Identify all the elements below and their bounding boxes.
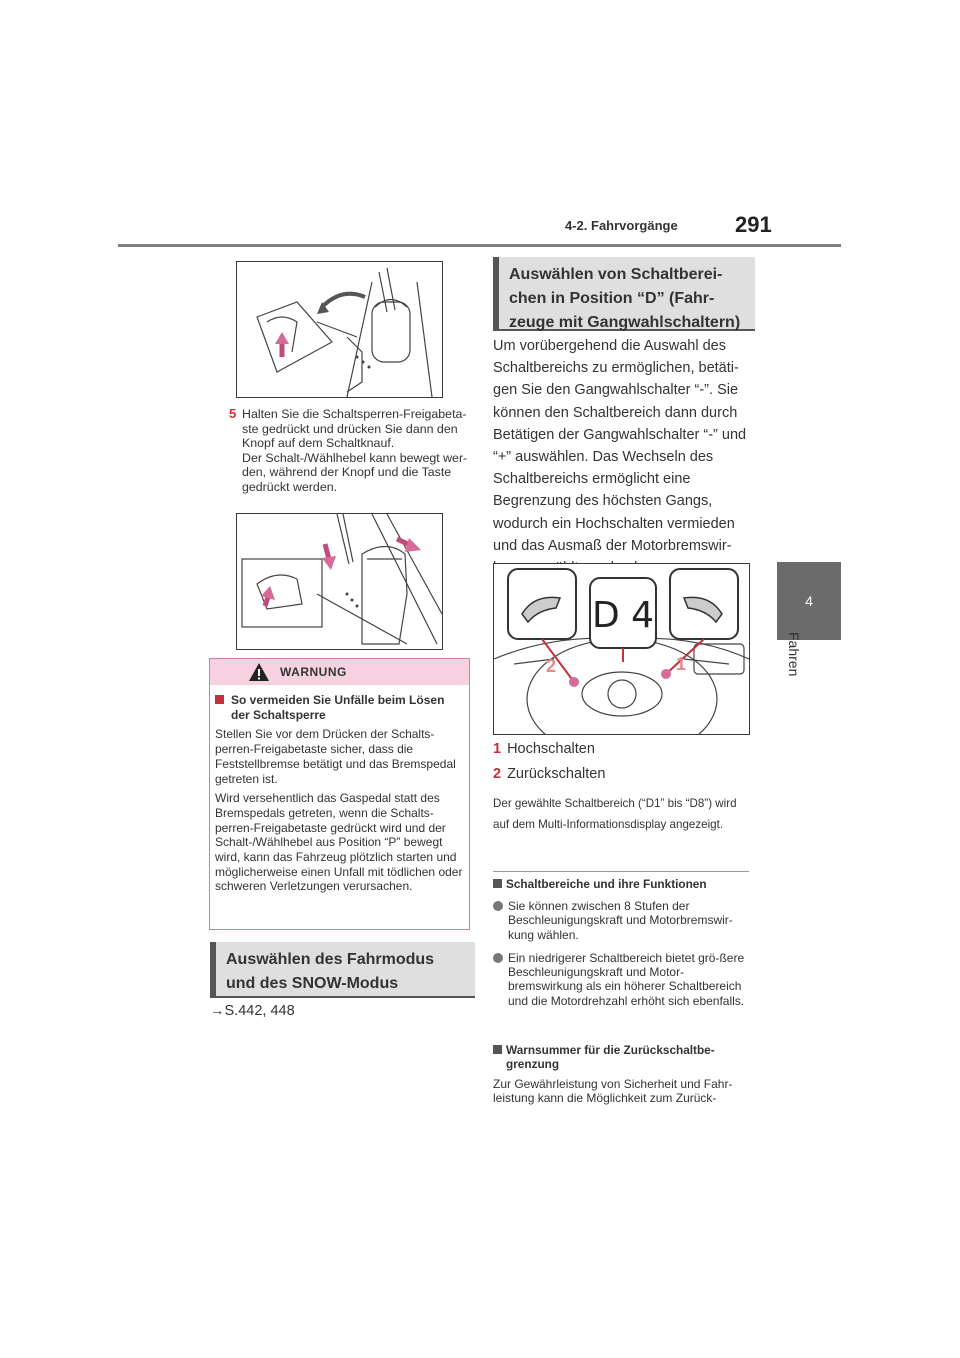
paddle-shifter-illustration — [493, 563, 750, 735]
display-note: Der gewählte Schaltbereich (“D1” bis “D8”) wird auf dem Multi-Informationsdisplay angezeigt. — [493, 797, 737, 831]
list-item: Ein niedrigerer Schaltbereich bietet grö-ßere Beschleunigungskraft und Motor-bremswirkung als ein höherer Schaltbereich und die Motordrehzahl erhöht sich ebenfalls. — [493, 951, 753, 1008]
square-bullet-icon — [493, 1045, 502, 1054]
header-divider — [118, 244, 841, 247]
legend-item-upshift: 1 Hochschalten — [493, 741, 595, 757]
subsection-downshift-buzzer — [493, 1043, 753, 1106]
chapter-label: Fahren — [786, 632, 802, 677]
warning-paragraph-2: Wird versehentlich das Gaspedal statt des Bremspedals getreten, wenn die Schalts-perren-Freigabetaste gedrückt wird und der Schalt-/Wählhebel aus Position “P” bewegt wird, kann das Fahrzeug plötzlich starten und möglicherweise einen Unfall mit tödlichen oder schweren Verletzungen verursachen. — [215, 791, 463, 894]
warning-subheading: So vermeiden Sie Unfälle beim Lösen der Schaltsperre — [215, 693, 463, 722]
page-number: 291 — [735, 212, 772, 237]
callout-1-label: 1 — [676, 654, 687, 674]
heading-drive-mode: Auswählen des Fahrmodus und des SNOW-Modus — [210, 942, 475, 998]
step-text: Halten Sie die Schaltsperren-Freigabeta- ste gedrückt und drücken Sie dann den Knopf auf dem Schaltknauf. Der Schalt-/Wählhebel kann bewegt wer- den, während der Knopf und die Taste gedrückt werden. — [242, 407, 468, 494]
warning-triangle-icon — [248, 662, 270, 682]
callout-2-label: 2 — [546, 656, 557, 676]
warning-header — [210, 659, 469, 685]
step-5 — [229, 407, 469, 495]
subsection-shift-ranges — [493, 877, 753, 1008]
chapter-tab: 4 — [777, 562, 841, 640]
heading-shift-range: Auswählen von Schaltberei-chen in Position “D” (Fahr-zeuge mit Gangwahlschaltern) — [493, 257, 755, 331]
warning-paragraph-1: Stellen Sie vor dem Drücken der Schalts-perren-Freigabetaste sicher, dass die Feststellbremse betätigt und das Bremspedal getreten ist. — [215, 727, 456, 786]
section-title: 4-2. Fahrvorgänge — [565, 218, 678, 233]
circle-bullet-icon — [493, 901, 503, 911]
warning-box — [209, 658, 470, 930]
shift-lock-release-illustration — [236, 261, 443, 398]
list-item: Sie können zwischen 8 Stufen der Beschleunigungskraft und Motorbremswir-kung wählen. — [493, 899, 753, 942]
page-reference-link[interactable]: →S.442, 448 — [210, 1003, 295, 1019]
section-divider — [493, 871, 749, 872]
warning-title: WARNUNG — [280, 665, 347, 679]
circle-bullet-icon — [493, 953, 503, 963]
gear-display-text: D 4 — [591, 595, 655, 636]
intro-paragraph: Um vorübergehend die Auswahl des Schaltbereichs zu ermöglichen, betäti-gen Sie den Gangwahlschalter “-”. Sie können den Schaltbereich dann durch Betätigen der Gangwahlschalter “-” und “+” auswählen. Das Wechseln des Schaltbereichs ermöglicht eine Begrenzung des höchsten Gangs, wodurch ein Hochschalten vermieden und das Ausmaß der Motorbremswir- — [493, 338, 747, 554]
shift-knob-button-illustration — [236, 513, 443, 650]
subsection-title: Warnsummer für die Zurückschaltbe-grenzung — [493, 1043, 753, 1071]
subsection-text: Zur Gewährleistung von Sicherheit und Fahr-leistung kann die Möglichkeit zum Zurück- — [493, 1077, 733, 1106]
square-bullet-icon — [493, 879, 502, 888]
step-number: 5 — [229, 406, 237, 421]
square-bullet-icon — [215, 695, 224, 704]
legend-item-downshift: 2 Zurückschalten — [493, 766, 606, 782]
subsection-title: Schaltbereiche und ihre Funktionen — [493, 877, 753, 891]
